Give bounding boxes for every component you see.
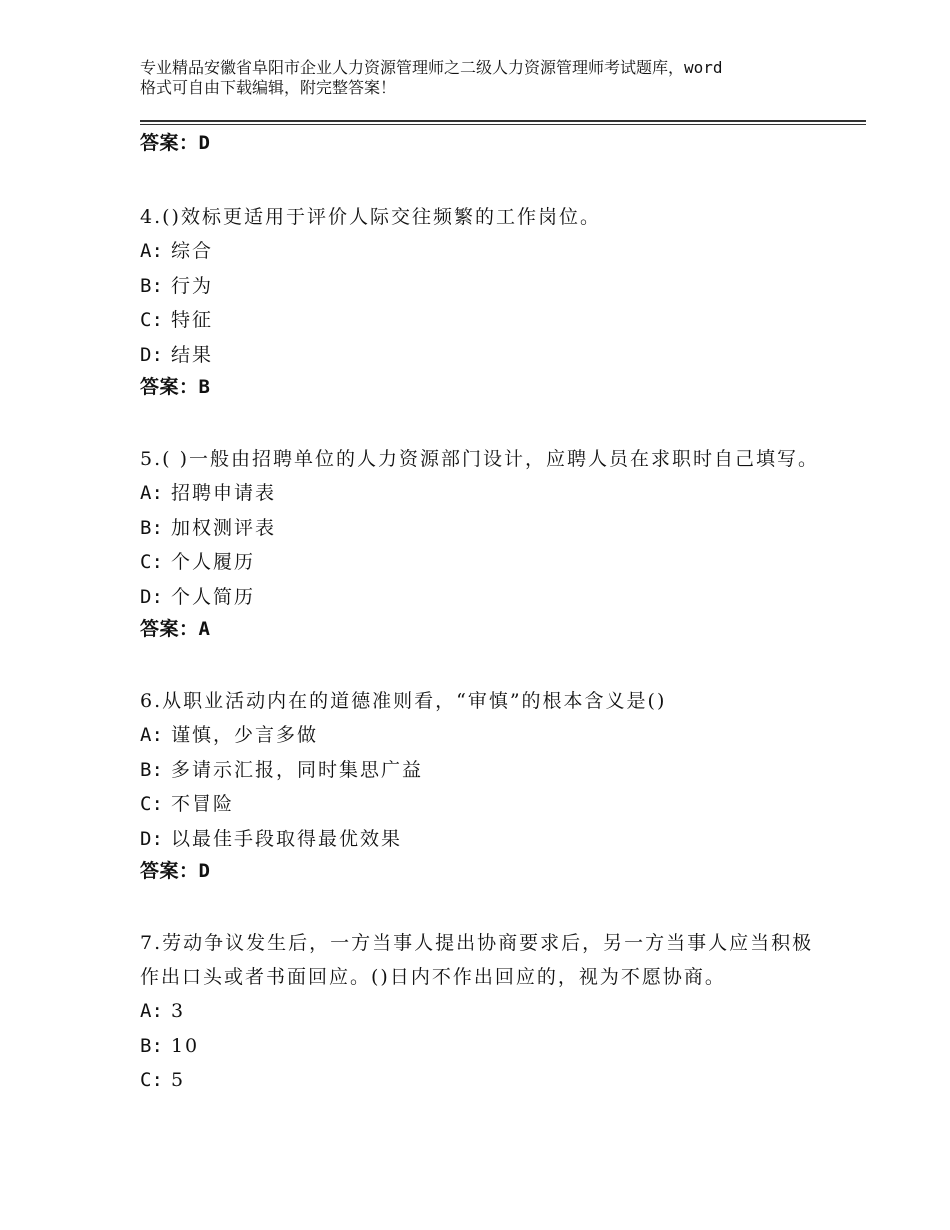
answer-value: D xyxy=(198,860,211,882)
question-7 xyxy=(140,926,820,1098)
option-text: 综合 xyxy=(170,240,213,262)
document-header: 专业精品安徽省阜阳市企业人力资源管理师之二级人力资源管理师考试题库，word 格式可自由下载编辑，附完整答案！ xyxy=(140,58,723,97)
option-letter: D: xyxy=(140,585,163,608)
option-a xyxy=(140,718,820,753)
option-letter: B: xyxy=(140,274,163,297)
header-rule-thick xyxy=(140,120,866,122)
option-b xyxy=(140,269,820,304)
option-a xyxy=(140,994,820,1029)
option-b xyxy=(140,511,820,546)
option-d xyxy=(140,580,820,615)
answer-line xyxy=(140,856,820,886)
question-stem: 5.( )一般由招聘单位的人力资源部门设计，应聘人员在求职时自己填写。 xyxy=(140,448,819,470)
option-text: 招聘申请表 xyxy=(170,482,276,504)
option-letter: C: xyxy=(140,793,163,815)
option-d xyxy=(140,338,820,373)
option-text: 多请示汇报，同时集思广益 xyxy=(170,758,423,781)
question-5 xyxy=(140,442,820,644)
option-a xyxy=(140,476,820,511)
option-letter: C: xyxy=(140,309,163,331)
option-text: 个人履历 xyxy=(170,551,255,573)
option-b xyxy=(140,1029,820,1064)
option-c xyxy=(140,787,820,822)
header-rule-thin xyxy=(140,124,866,125)
question-list xyxy=(140,128,820,1098)
option-text: 特征 xyxy=(170,309,213,331)
question-6 xyxy=(140,684,820,886)
option-c xyxy=(140,545,820,580)
question-stem: 7.劳动争议发生后，一方当事人提出协商要求后，另一方当事人应当积极作出口头或者书面回应。()日内不作出回应的，视为不愿协商。 xyxy=(140,932,814,988)
answer-line xyxy=(140,372,820,402)
option-text: 不冒险 xyxy=(170,793,234,815)
option-text: 个人简历 xyxy=(170,585,255,608)
option-c xyxy=(140,303,820,338)
option-text: 10 xyxy=(170,1034,200,1057)
question-stem: 6.从职业活动内在的道德准则看，“审慎”的根本含义是() xyxy=(140,690,667,712)
option-letter: A: xyxy=(140,240,163,262)
answer-value: D xyxy=(198,132,211,154)
option-letter: A: xyxy=(140,482,163,504)
answer-value: A xyxy=(198,618,211,640)
option-text: 行为 xyxy=(170,274,213,297)
answer-label: 答案： xyxy=(140,618,199,640)
option-letter: B: xyxy=(140,516,163,539)
option-letter: B: xyxy=(140,1034,163,1057)
option-text: 谨慎，少言多做 xyxy=(170,724,318,746)
option-letter: A: xyxy=(140,1000,163,1022)
option-d xyxy=(140,822,820,857)
option-letter: C: xyxy=(140,551,163,573)
option-text: 加权测评表 xyxy=(170,516,276,539)
question-stem: 4.()效标更适用于评价人际交往频繁的工作岗位。 xyxy=(140,206,601,228)
answer-value: B xyxy=(198,376,211,398)
option-c xyxy=(140,1063,820,1098)
option-letter: D: xyxy=(140,343,163,366)
option-letter: C: xyxy=(140,1069,163,1091)
option-a xyxy=(140,234,820,269)
option-b xyxy=(140,753,820,788)
option-letter: B: xyxy=(140,758,163,781)
answer-label: 答案： xyxy=(140,860,199,882)
option-text: 5 xyxy=(170,1069,186,1091)
answer-line xyxy=(140,614,820,644)
option-letter: D: xyxy=(140,827,163,850)
option-letter: A: xyxy=(140,724,163,746)
option-text: 以最佳手段取得最优效果 xyxy=(170,827,402,850)
answer-label: 答案： xyxy=(140,376,199,398)
option-text: 3 xyxy=(170,1000,186,1022)
question-4 xyxy=(140,200,820,402)
answer-line xyxy=(140,128,820,158)
option-text: 结果 xyxy=(170,343,213,366)
answer-label: 答案： xyxy=(140,132,199,154)
